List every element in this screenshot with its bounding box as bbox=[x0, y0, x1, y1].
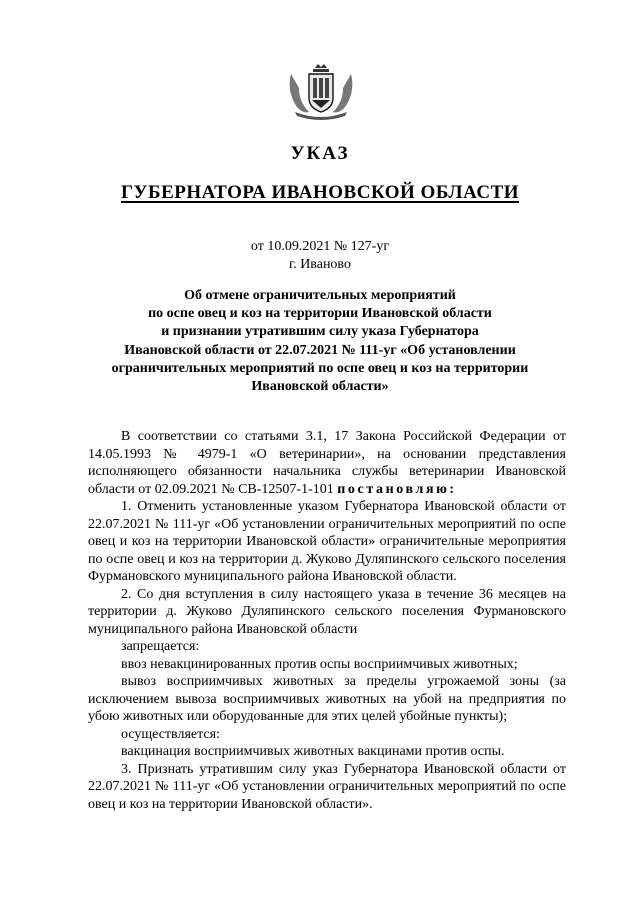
subject-line: ограничительных мероприятий по оспе овец и коз на территории bbox=[111, 360, 529, 376]
subject-line: по оспе овец и коз на территории Ивановской области bbox=[148, 306, 492, 322]
decree-keyword: постановляю bbox=[337, 481, 450, 497]
document-body bbox=[88, 428, 566, 813]
document-subject bbox=[100, 287, 540, 396]
clause-3: 3. Признать утратившим силу указ Губернатора Ивановской области от 22.07.2021 № 111-уг «Об установлении ограничительных мероприятий по оспе овец и коз на территории Ивановской области». bbox=[88, 761, 566, 812]
clause-2-prohibited-heading: запрещается: bbox=[121, 639, 200, 654]
document-issuer: ГУБЕРНАТОРА ИВАНОВСКОЙ ОБЛАСТИ bbox=[120, 182, 520, 203]
subject-line: Об отмене ограничительных мероприятий bbox=[184, 288, 456, 303]
preamble-paragraph: В соответствии со статьями 3.1, 17 Закона Российской Федерации от 14.05.1993 № 4979-1 «О ветеринарии», на основании представления исполняющего обязанности начальника службы ветеринарии Ивановской области от 02.09.2021 № СВ-12507-1-101 постановляю: bbox=[88, 429, 566, 497]
clause-2-required-heading: осуществляется: bbox=[121, 726, 220, 742]
coat-of-arms-icon bbox=[285, 64, 357, 120]
subject-line: и признании утратившим силу указа Губернатора bbox=[161, 324, 479, 340]
clause-2-prohibited-item: вывоз восприимчивых животных за пределы угрожаемой зоны (за исключением вывоза восприимчивых животных на убой на предприятия по убою животных или оборудованные для этих целей убойные пункты); bbox=[88, 674, 566, 724]
document-city: г. Иваново bbox=[289, 257, 351, 272]
clause-1: 1. Отменить установленные указом Губернатора Ивановской области от 22.07.2021 № 111-уг «Об установлении ограничительных мероприятий по оспе овец и коз на территории Ивановской области» ограничительные мероприятия по оспе овец и коз на территории д. Жуково Дуляпинского сельского поселения Фурмановского муниципального района Ивановской области. bbox=[88, 499, 566, 584]
document-title: УКАЗ bbox=[290, 143, 350, 164]
clause-2-prohibited-item: ввоз невакцинированных против оспы восприимчивых животных; bbox=[121, 656, 518, 672]
subject-line: Ивановской области от 22.07.2021 № 111-уг «Об установлении bbox=[124, 342, 516, 358]
clause-2: 2. Со дня вступления в силу настоящего указа в течение 36 месяцев на территории д. Жуково Дуляпинского сельского поселения Фурмановского муниципального района Ивановской области bbox=[88, 586, 566, 637]
document-date-number: от 10.09.2021 № 127-уг bbox=[250, 239, 390, 254]
subject-line: Ивановской области» bbox=[251, 379, 389, 395]
clause-2-required-item: вакцинация восприимчивых животных вакцинами против оспы. bbox=[121, 744, 505, 759]
